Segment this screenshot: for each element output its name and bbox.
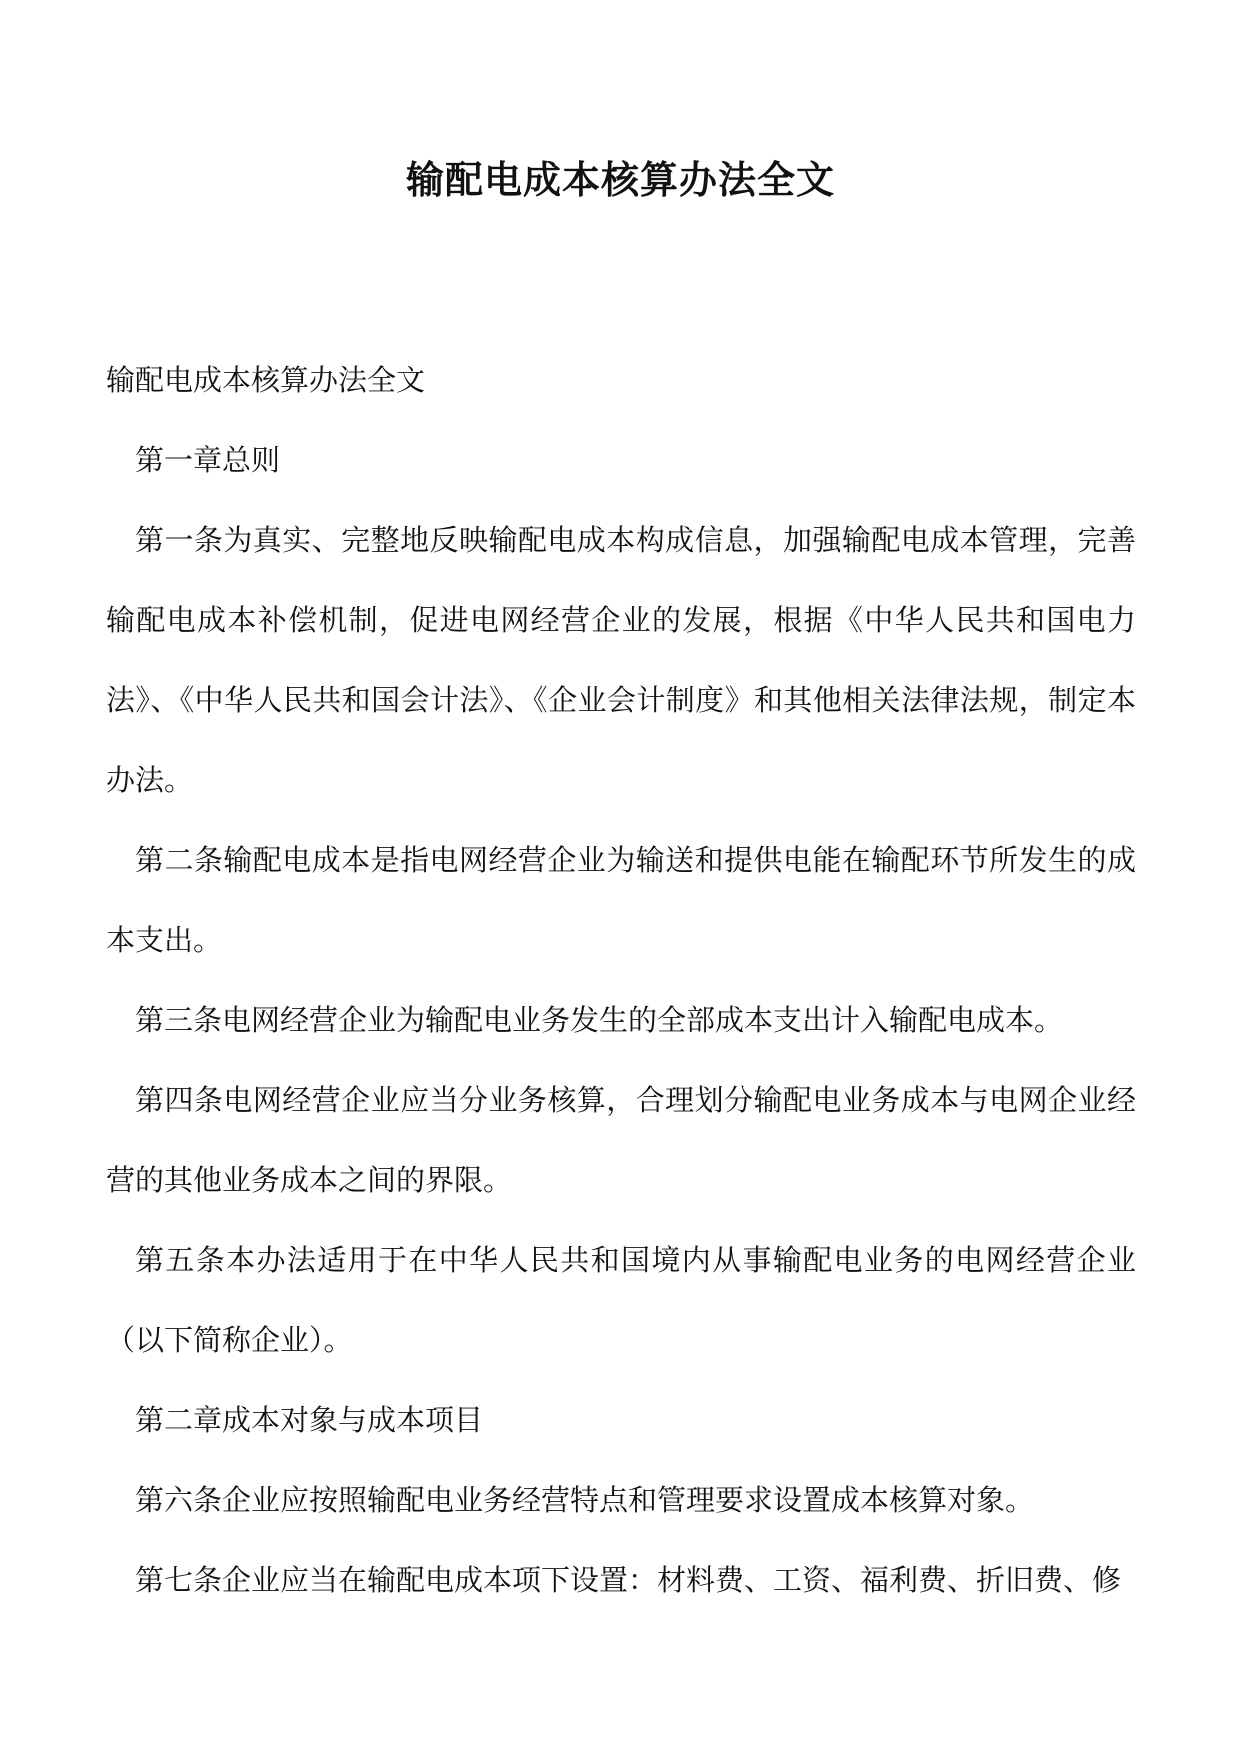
- chapter-heading-1: 第一章总则: [135, 443, 281, 477]
- article-7: 第七条企业应当在输配电成本项下设置：材料费、工资、福利费、折旧费、修: [135, 1563, 1122, 1597]
- chapter-heading-2: 第二章成本对象与成本项目: [135, 1403, 484, 1437]
- article-2: 第二条输配电成本是指电网经营企业为输送和提供电能在输配环节所发生的成本支出。: [106, 843, 1136, 957]
- document-title: 输配电成本核算办法全文: [405, 157, 835, 202]
- article-1: 第一条为真实、完整地反映输配电成本构成信息，加强输配电成本管理，完善输配电成本补偿机制，促进电网经营企业的发展，根据《中华人民共和国电力法》、《中华人民共和国会计法》、《企业会计制度》和其他相关法律法规，制定本办法。: [106, 523, 1136, 797]
- paragraph-heading: 输配电成本核算办法全文: [106, 363, 426, 397]
- article-4: 第四条电网经营企业应当分业务核算，合理划分输配电业务成本与电网企业经营的其他业务成本之间的界限。: [106, 1083, 1136, 1197]
- article-3: 第三条电网经营企业为输配电业务发生的全部成本支出计入输配电成本。: [135, 1003, 1064, 1037]
- article-6: 第六条企业应按照输配电业务经营特点和管理要求设置成本核算对象。: [135, 1483, 1035, 1517]
- article-5: 第五条本办法适用于在中华人民共和国境内从事输配电业务的电网经营企业（以下简称企业）。: [106, 1243, 1136, 1357]
- document-body: [106, 340, 1136, 1620]
